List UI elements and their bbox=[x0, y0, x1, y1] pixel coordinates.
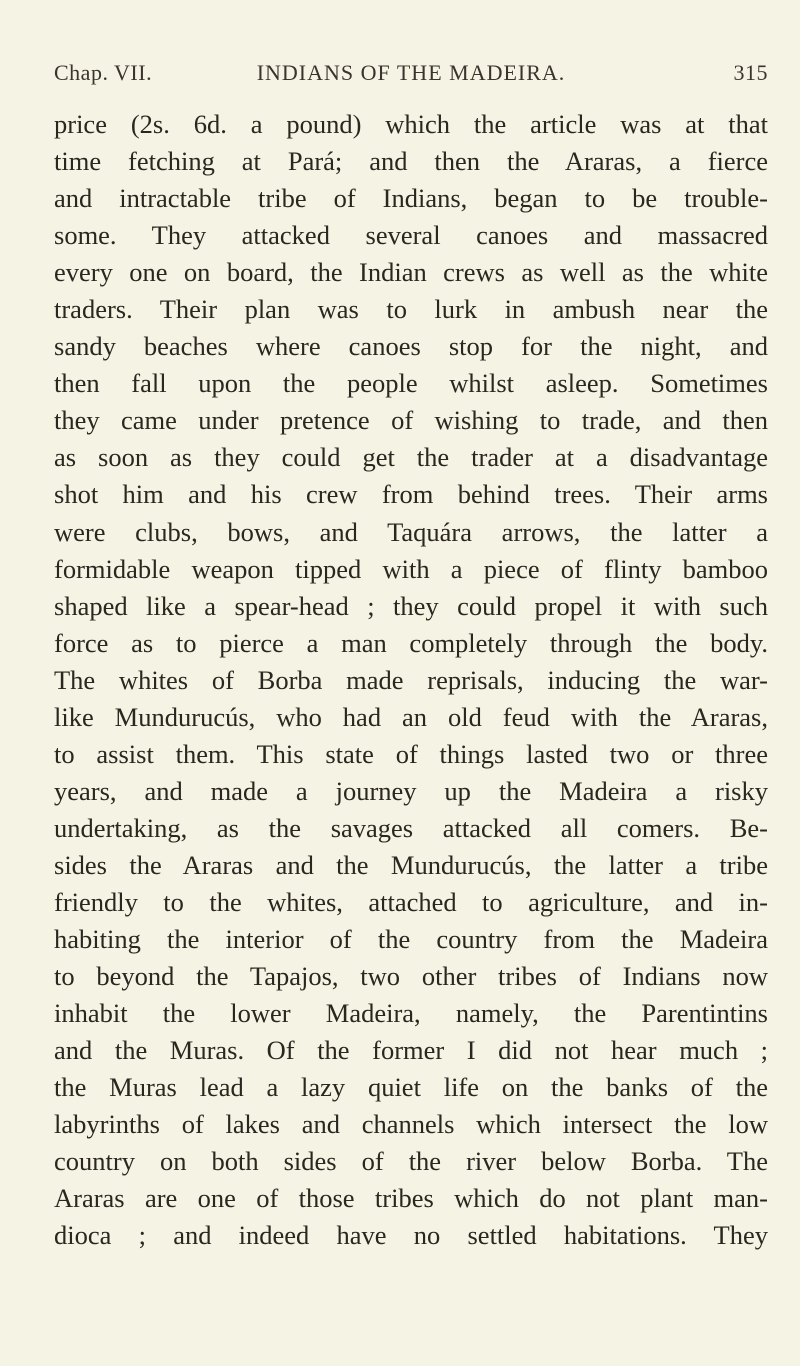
text-line: friendly to the whites, attached to agriculture, and in- bbox=[54, 886, 768, 917]
text-line: as soon as they could get the trader at a disadvantage bbox=[54, 442, 768, 473]
text-line: Araras are one of those tribes which do not plant man- bbox=[54, 1183, 768, 1214]
text-line: formidable weapon tipped with a piece of flinty bamboo bbox=[54, 553, 768, 584]
text-line: inhabit the lower Madeira, namely, the Parentintins bbox=[54, 998, 768, 1029]
text-line: to beyond the Tapajos, two other tribes of Indians now bbox=[54, 961, 768, 992]
text-line: then fall upon the people whilst asleep. Sometimes bbox=[54, 368, 768, 399]
text-line: like Mundurucús, who had an old feud with the Araras, bbox=[54, 701, 768, 732]
text-line: sides the Araras and the Mundurucús, the latter a tribe bbox=[54, 849, 768, 880]
text-line: force as to pierce a man completely through the body. bbox=[54, 627, 768, 658]
running-title: INDIANS OF THE MADEIRA. bbox=[256, 60, 566, 85]
text-line: shot him and his crew from behind trees. Their arms bbox=[54, 479, 768, 510]
text-line: and the Muras. Of the former I did not hear much ; bbox=[54, 1035, 768, 1066]
text-line: undertaking, as the savages attacked all comers. Be- bbox=[54, 812, 768, 843]
text-line: were clubs, bows, and Taquára arrows, the latter a bbox=[54, 516, 768, 547]
text-line: and intractable tribe of Indians, began to be trouble- bbox=[54, 183, 768, 214]
text-line: to assist them. This state of things lasted two or three bbox=[54, 738, 768, 769]
running-head bbox=[54, 60, 768, 92]
page-number: 315 bbox=[733, 60, 768, 85]
text-line: they came under pretence of wishing to trade, and then bbox=[54, 405, 768, 436]
text-line: the Muras lead a lazy quiet life on the banks of the bbox=[54, 1072, 768, 1103]
text-line: years, and made a journey up the Madeira a risky bbox=[54, 775, 768, 806]
text-line: The whites of Borba made reprisals, inducing the war- bbox=[54, 664, 768, 695]
text-line: time fetching at Pará; and then the Araras, a fierce bbox=[54, 146, 768, 177]
text-line: shaped like a spear-head ; they could propel it with such bbox=[54, 590, 768, 621]
text-line: labyrinths of lakes and channels which intersect the low bbox=[54, 1109, 768, 1140]
chapter-label: Chap. VII. bbox=[54, 60, 153, 85]
text-line: price (2s. 6d. a pound) which the article was at that bbox=[54, 109, 768, 139]
text-line: country on both sides of the river below Borba. The bbox=[54, 1146, 768, 1177]
text-line: dioca ; and indeed have no settled habitations. They bbox=[54, 1220, 768, 1251]
body-text bbox=[54, 106, 768, 1254]
text-line: habiting the interior of the country from the Madeira bbox=[54, 924, 768, 955]
text-line: every one on board, the Indian crews as well as the white bbox=[54, 257, 768, 288]
text-line: some. They attacked several canoes and massacred bbox=[54, 220, 768, 251]
text-line: traders. Their plan was to lurk in ambush near the bbox=[54, 294, 768, 325]
text-line: sandy beaches where canoes stop for the night, and bbox=[54, 331, 768, 362]
